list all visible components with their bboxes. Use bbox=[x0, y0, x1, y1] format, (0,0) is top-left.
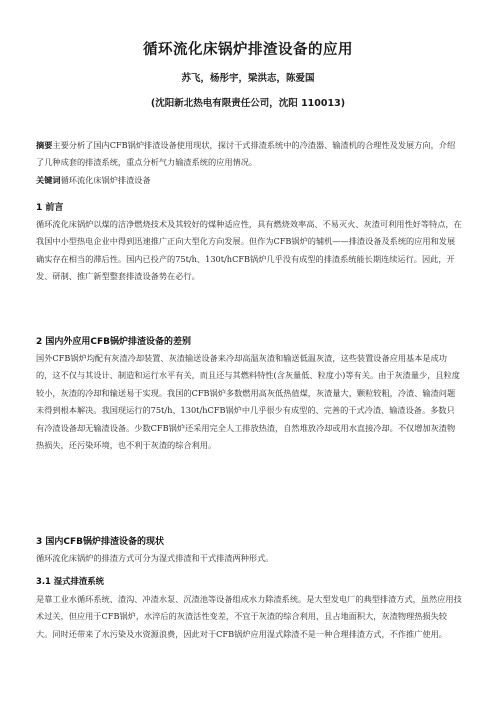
section-3-heading: 3 国内CFB锅炉排渣设备的现状 bbox=[36, 537, 165, 547]
section-2-text: 国外CFB锅炉均配有灰渣冷却装置、灰渣输送设备来冷却高温灰渣和输送低温灰渣，这些装置设备应用基本是成功的，这不仅与其设计、制造和运行水平有关，而且还与其燃料特性(含灰量低、粒度小)等有关。由于灰渣量少，且粒度较小，灰渣的冷却和输送易于实现。我国的CFB锅炉多数燃用高灰低热值煤，灰渣量大，颗粒较粗，冷渣、输渣问题未得到根本解决。我国现运行的75t/h、130t/hCFB锅炉中几乎很少有成型的、完善的干式冷渣、输渣设备。多数只有冷渣设备却无输渣设备。少数CFB锅炉还采用完全人工排放热渣，自然堆放冷却或用水直接冷却。不仅增加灰渣物热损失，还污染环境，也不利于灰渣的综合利用。 bbox=[36, 353, 460, 451]
abstract bbox=[36, 137, 462, 189]
affiliation: (沈阳新北热电有限责任公司，沈阳 110013) bbox=[150, 98, 346, 109]
abstract-label: 摘要 bbox=[36, 140, 53, 150]
abstract-text: 主要分析了国内CFB锅炉排渣设备使用现状，探讨干式排渣系统中的冷渣器、输渣机的合理性及发展方向，介绍了几种成套的排渣系统，重点分析气力输渣系统的应用情况。 bbox=[36, 140, 456, 168]
section-3-1-body bbox=[36, 591, 462, 643]
section-3-body bbox=[36, 550, 462, 567]
author-list: 苏飞，杨彤宇，梁洪志，陈爱国 bbox=[181, 73, 315, 84]
paper-title: 循环流化床锅炉排渣设备的应用 bbox=[143, 42, 353, 58]
section-1-body bbox=[36, 216, 462, 286]
section-3-1-text: 是靠工业水循环系统、渣沟、冲渣水泵、沉渣池等设备组成水力除渣系统。是大型发电厂的典型排渣方式，虽然应用技术过关，但应用于CFB锅炉，水淬后的灰渣活性变差，不宜于灰渣的综合利用，且占地面积大，灰渣物理热损失较大。同时还带来了水污染及水资源浪费，因此对于CFB锅炉应用湿式除渣不是一种合理排渣方式，不作推广使用。 bbox=[36, 594, 462, 639]
section-1-heading: 1 前言 bbox=[36, 203, 64, 213]
section-1-text: 循环流化床锅炉以煤的洁净燃烧技术及其较好的煤种适应性，具有燃烧效率高、不易灭火、灰渣可利用性好等特点，在我国中小型热电企业中得到迅速推广正向大型化方向发展。但作为CFB锅炉的辅机——排渣设备及系统的应用和发展确实存在相当的滞后性。国内已投产的75t/h、130t/hCFB锅炉几乎没有成型的排渣系统能长期连续运行。因此，开发、研制、推广新型整套排渣设备势在必行。 bbox=[36, 219, 462, 282]
section-2-heading: 2 国内外应用CFB锅炉排渣设备的差别 bbox=[36, 337, 192, 347]
section-3-text: 循环流化床锅炉的排渣方式可分为湿式排渣和干式排渣两种形式。 bbox=[36, 553, 274, 563]
section-2-body bbox=[36, 350, 462, 454]
keywords-label: 关键词 bbox=[36, 174, 61, 185]
keywords-text: 循环流化床锅炉排渣设备 bbox=[60, 174, 151, 185]
section-3-1-heading: 3.1 湿式排渣系统 bbox=[36, 576, 105, 586]
